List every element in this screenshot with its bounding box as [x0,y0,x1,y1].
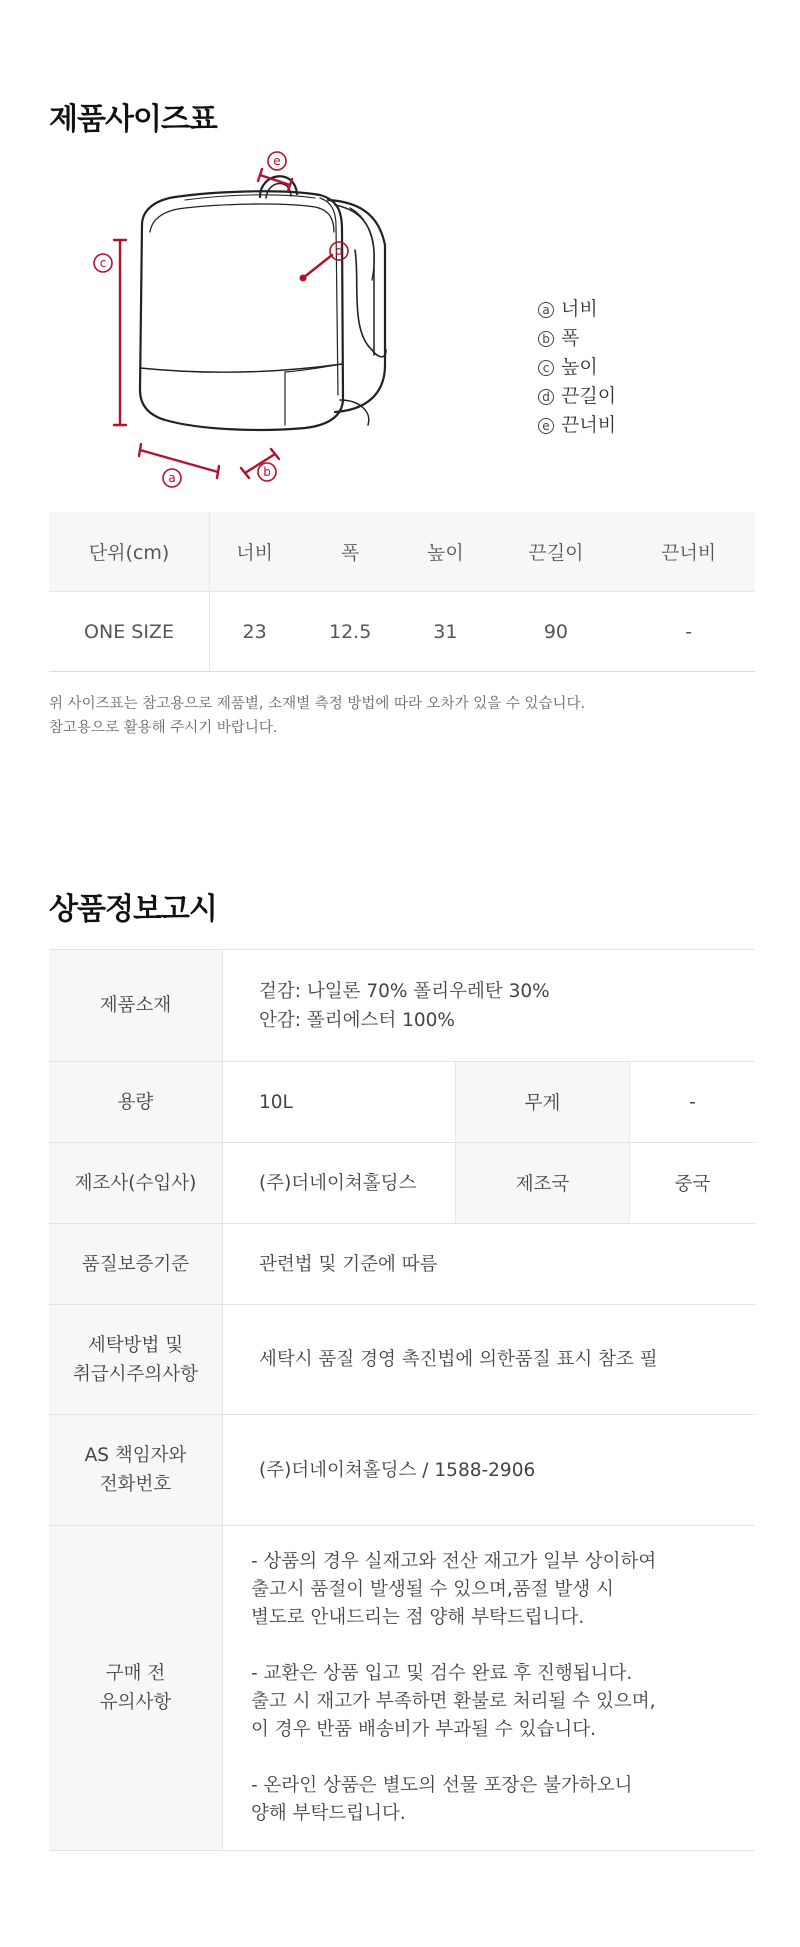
material-line: 겉감: 나일론 70% 폴리우레탄 30% [259,980,550,1002]
table-row [49,1224,755,1305]
legend-text: 폭 [561,327,580,349]
wash-label-line: 취급시주의사항 [72,1363,199,1385]
diagram-label-a: a [168,471,176,485]
diagram-label-c: c [99,256,107,270]
size-note [49,692,585,740]
legend-item [538,353,616,382]
maker-value: (주)더네이쳐홀딩스 [223,1143,456,1224]
size-chart-title: 제품사이즈표 [49,102,217,137]
legend-mark: d [538,389,554,405]
quality-label: 품질보증기준 [49,1224,223,1305]
notice-label-line: 구매 전 [105,1663,166,1684]
origin-value: 중국 [630,1143,756,1224]
header-height: 높이 [401,512,489,592]
table-row [49,1062,755,1143]
legend-item [538,295,616,324]
notice-paragraph: - 상품의 경우 실재고와 전산 재고가 일부 상이하여 출고시 품절이 발생될 수 있으며,품절 발생 시 별도로 안내드리는 점 양해 부탁드립니다. [251,1551,657,1628]
table-row [49,950,755,1062]
product-info-title: 상품정보고시 [49,892,217,927]
wash-label [49,1305,223,1415]
as-label-line: AS 책임자와 [84,1445,187,1466]
notice-paragraph: - 교환은 상품 입고 및 검수 완료 후 진행됩니다. 출고 시 재고가 부족하면 환불로 처리될 수 있으며, 이 경우 반품 배송비가 부과될 수 있습니다. [251,1663,656,1740]
backpack-dimension-diagram [99,150,470,500]
legend-mark: a [538,302,554,318]
dimension-legend [538,295,616,440]
notice-label-line: 유의사항 [99,1692,172,1713]
size-note-line: 참고용으로 활용해 주시기 바랍니다. [49,720,278,736]
wash-label-line: 세탁방법 및 [87,1334,184,1356]
notice-paragraph: - 온라인 상품은 별도의 선물 포장은 불가하오니 양해 부탁드립니다. [251,1775,633,1824]
as-label-line: 전화번호 [99,1474,172,1495]
legend-item [538,411,616,440]
legend-mark: c [538,360,554,376]
legend-mark: e [538,418,554,434]
as-label [49,1415,223,1526]
quality-value: 관련법 및 기준에 따름 [223,1224,756,1305]
legend-text: 끈길이 [561,385,617,407]
material-value [223,950,756,1062]
width-value: 23 [210,592,300,672]
capacity-value: 10L [223,1062,456,1143]
capacity-label: 용량 [49,1062,223,1143]
legend-item [538,382,616,411]
size-table-header-row [49,512,755,592]
table-row [49,1526,755,1851]
table-row [49,592,755,672]
maker-label: 제조사(수입사) [49,1143,223,1224]
header-depth: 폭 [299,512,401,592]
diagram-label-d: d [335,244,343,258]
legend-text: 너비 [561,298,598,320]
size-name: ONE SIZE [49,592,210,672]
as-value: (주)더네이쳐홀딩스 / 1588-2906 [223,1415,756,1526]
header-strap-length: 끈길이 [490,512,623,592]
strap-width-value: - [622,592,755,672]
table-row [49,1143,755,1224]
legend-text: 끈너비 [561,414,617,436]
strap-length-value: 90 [490,592,623,672]
diagram-label-b: b [263,465,271,479]
diagram-label-e: e [273,154,281,168]
wash-value: 세탁시 품질 경영 촉진법에 의한품질 표시 참조 필 [223,1305,756,1415]
legend-mark: b [538,331,554,347]
height-value: 31 [401,592,489,672]
notice-value [223,1526,756,1851]
size-table [49,512,755,672]
depth-value: 12.5 [299,592,401,672]
material-line: 안감: 폴리에스터 100% [259,1009,455,1031]
header-strap-width: 끈너비 [622,512,755,592]
material-label: 제품소재 [49,950,223,1062]
legend-text: 높이 [561,356,598,378]
table-row [49,1305,755,1415]
weight-label: 무게 [456,1062,630,1143]
table-row [49,1415,755,1526]
size-note-line: 위 사이즈표는 참고용으로 제품별, 소재별 측정 방법에 따라 오차가 있을 수 있습니다. [49,696,586,712]
legend-item [538,324,616,353]
origin-label: 제조국 [456,1143,630,1224]
weight-value: - [630,1062,756,1143]
product-info-table [49,949,755,1851]
header-unit: 단위(cm) [49,512,210,592]
header-width: 너비 [210,512,300,592]
notice-label [49,1526,223,1851]
